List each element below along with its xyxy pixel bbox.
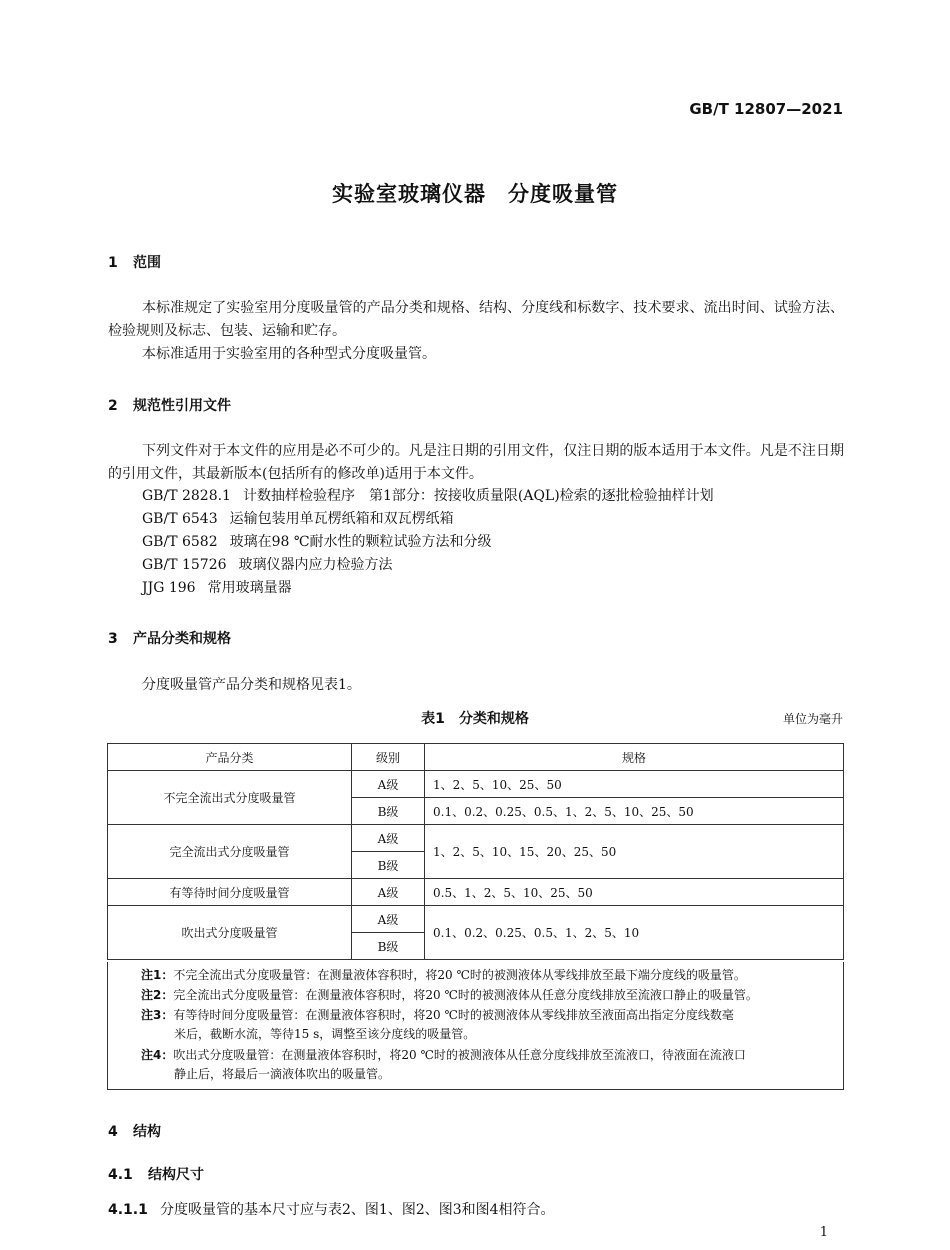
section-2-heading <box>108 395 231 415</box>
table-row <box>108 825 844 852</box>
reference-title: 玻璃仪器内应力检验方法 <box>238 557 393 573</box>
category-cell: 完全流出式分度吸量管 <box>108 825 352 879</box>
note-tag: 注1： <box>141 968 174 982</box>
reference-item <box>142 531 492 554</box>
reference-code: JJG 196 <box>142 580 196 596</box>
note-tag: 注3： <box>141 1008 174 1022</box>
clause-text: 分度吸量管的基本尺寸应与表2、图1、图2、图3和图4相符合。 <box>160 1202 555 1218</box>
grade-cell: B级 <box>352 798 425 825</box>
reference-code: GB/T 6582 <box>142 534 218 550</box>
grade-cell: A级 <box>352 879 425 906</box>
section-number: 2 <box>108 398 118 414</box>
reference-code: GB/T 15726 <box>142 557 227 573</box>
table-notes <box>107 962 844 1090</box>
spec-cell: 1、2、5、10、15、20、25、50 <box>425 825 844 879</box>
reference-code: GB/T 6543 <box>142 511 218 527</box>
note-tag: 注4： <box>141 1048 174 1062</box>
section-title: 产品分类和规格 <box>133 631 231 647</box>
section-number: 4 <box>108 1124 118 1140</box>
reference-item <box>142 485 714 508</box>
note-text-continued: 米后，截断水流，等待15 s，调整至该分度线的吸量管。 <box>174 1027 476 1041</box>
table-row <box>108 771 844 798</box>
section-2-paragraph-1: 下列文件对于本文件的应用是必不可少的。凡是注日期的引用文件，仅注日期的版本适用于本文件。凡是不注日期的引用文件，其最新版本(包括所有的修改单)适用于本文件。 <box>108 443 844 482</box>
section-title: 结构尺寸 <box>148 1167 204 1183</box>
section-number: 1 <box>108 255 118 271</box>
table-header-cell: 规格 <box>425 744 844 771</box>
grade-cell: A级 <box>352 771 425 798</box>
note-text: 不完全流出式分度吸量管：在测量液体容积时，将20 ℃时的被测液体从零线排放至最下端分度线的吸量管。 <box>173 968 746 982</box>
table-note <box>141 1046 841 1084</box>
section-title: 结构 <box>133 1124 161 1140</box>
note-text-continued: 静止后，将最后一滴液体吹出的吸量管。 <box>174 1067 391 1081</box>
table-note <box>141 986 841 1005</box>
table-note <box>141 1006 841 1044</box>
grade-cell: B级 <box>352 933 425 960</box>
section-1-heading <box>108 252 161 272</box>
note-text: 有等待时间分度吸量管：在测量液体容积时，将20 ℃时的被测液体从零线排放至液面高出指定分度线数毫 <box>173 1008 734 1022</box>
reference-item <box>142 508 454 531</box>
table-header-cell: 产品分类 <box>108 744 352 771</box>
section-4-heading <box>108 1121 161 1141</box>
document-title: 实验室玻璃仪器 分度吸量管 <box>332 182 618 206</box>
table-unit: 单位为毫升 <box>782 712 843 726</box>
section-number: 3 <box>108 631 118 647</box>
note-tag: 注2： <box>141 988 174 1002</box>
clause-number: 4.1.1 <box>108 1202 148 1218</box>
section-number: 4.1 <box>108 1167 133 1183</box>
reference-title: 玻璃在98 ℃耐水性的颗粒试验方法和分级 <box>229 534 492 550</box>
spec-table <box>107 743 844 960</box>
table-header-cell: 级别 <box>352 744 425 771</box>
standard-number: GB/T 12807—2021 <box>689 100 843 118</box>
section-3-heading <box>108 628 231 648</box>
section-title: 范围 <box>133 255 161 271</box>
category-cell: 不完全流出式分度吸量管 <box>108 771 352 825</box>
section-3-paragraph-1: 分度吸量管产品分类和规格见表1。 <box>142 677 361 693</box>
spec-cell: 0.1、0.2、0.25、0.5、1、2、5、10、25、50 <box>425 798 844 825</box>
reference-item <box>142 577 292 600</box>
table-row <box>108 879 844 906</box>
reference-code: GB/T 2828.1 <box>142 488 231 504</box>
table-caption: 表1 分类和规格 <box>421 711 529 727</box>
note-text: 吹出式分度吸量管：在测量液体容积时，将20 ℃时的被测液体从任意分度线排放至流液口，待液面在流液口 <box>173 1048 746 1062</box>
spec-cell: 0.5、1、2、5、10、25、50 <box>425 879 844 906</box>
table-row <box>108 906 844 933</box>
reference-item <box>142 554 393 577</box>
reference-title: 常用玻璃量器 <box>207 580 292 596</box>
grade-cell: A级 <box>352 906 425 933</box>
section-1-paragraph-2: 本标准适用于实验室用的各种型式分度吸量管。 <box>142 346 436 362</box>
category-cell: 吹出式分度吸量管 <box>108 906 352 960</box>
spec-cell: 0.1、0.2、0.25、0.5、1、2、5、10 <box>425 906 844 960</box>
section-4-1-heading <box>108 1164 204 1184</box>
note-text: 完全流出式分度吸量管：在测量液体容积时，将20 ℃时的被测液体从任意分度线排放至流液口静止的吸量管。 <box>173 988 758 1002</box>
section-4-1-1-clause <box>108 1199 555 1219</box>
grade-cell: B级 <box>352 852 425 879</box>
category-cell: 有等待时间分度吸量管 <box>108 879 352 906</box>
page-number: 1 <box>819 1225 828 1240</box>
table-header-row <box>108 744 844 771</box>
section-1-paragraph-1: 本标准规定了实验室用分度吸量管的产品分类和规格、结构、分度线和标数字、技术要求、流出时间、试验方法、检验规则及标志、包装、运输和贮存。 <box>108 300 844 339</box>
spec-cell: 1、2、5、10、25、50 <box>425 771 844 798</box>
section-title: 规范性引用文件 <box>133 398 231 414</box>
reference-title: 计数抽样检验程序 第1部分：按接收质量限(AQL)检索的逐批检验抽样计划 <box>242 488 714 504</box>
reference-title: 运输包装用单瓦楞纸箱和双瓦楞纸箱 <box>229 511 454 527</box>
grade-cell: A级 <box>352 825 425 852</box>
table-note <box>141 966 841 985</box>
